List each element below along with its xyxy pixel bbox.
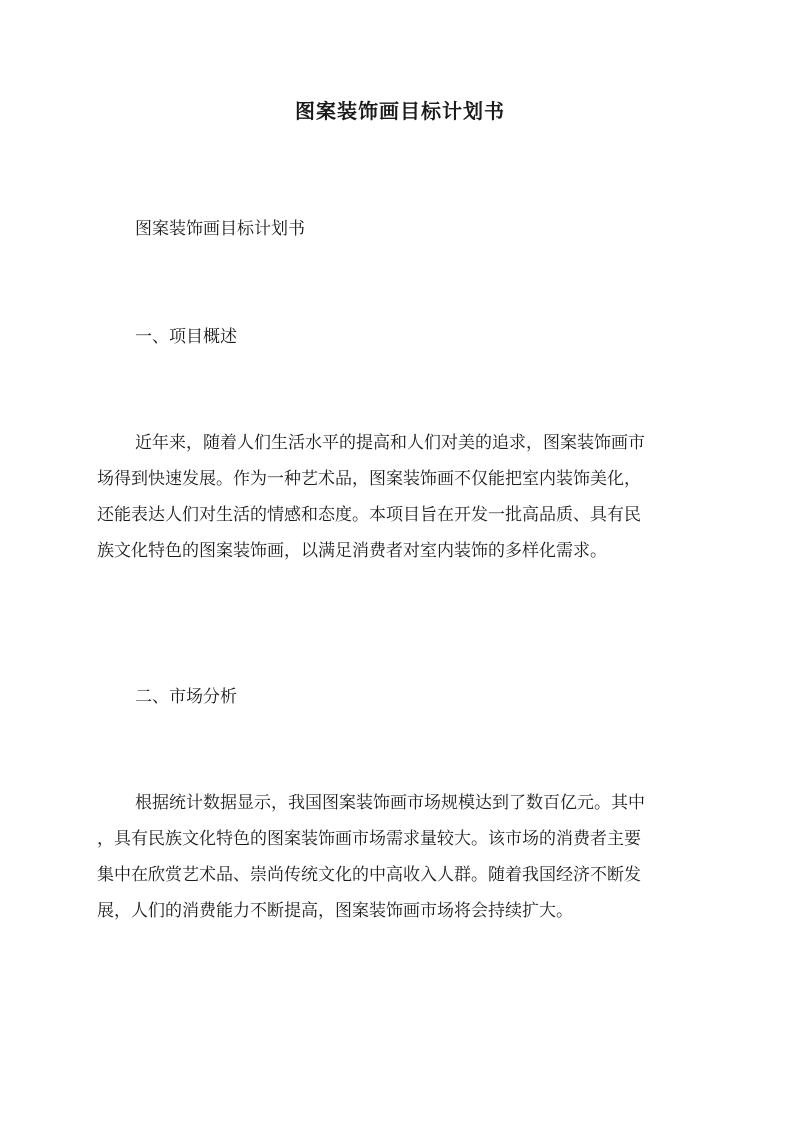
- document-title: 图案装饰画目标计划书: [295, 99, 505, 123]
- paragraph-line: ，具有民族文化特色的图案装饰画市场需求量较大。该市场的消费者主要: [97, 829, 641, 849]
- paragraph-market: [97, 792, 707, 936]
- document-subtitle: 图案装饰画目标计划书: [135, 219, 305, 239]
- paragraph-line: 场得到快速发展。作为一种艺术品，图案装饰画不仅能把室内装饰美化，: [97, 469, 641, 489]
- section-heading-overview: 一、项目概述: [135, 327, 237, 347]
- paragraph-line: 还能表达人们对生活的情感和态度。本项目旨在开发一批高品质、具有民: [97, 505, 641, 525]
- paragraph-overview: [97, 432, 707, 576]
- paragraph-line: 展，人们的消费能力不断提高，图案装饰画市场将会持续扩大。: [97, 901, 573, 921]
- paragraph-line: 根据统计数据显示，我国图案装饰画市场规模达到了数百亿元。其中: [135, 793, 645, 813]
- paragraph-line: 集中在欣赏艺术品、崇尚传统文化的中高收入人群。随着我国经济不断发: [97, 865, 641, 885]
- paragraph-line: 近年来，随着人们生活水平的提高和人们对美的追求，图案装饰画市: [135, 433, 645, 453]
- paragraph-line: 族文化特色的图案装饰画，以满足消费者对室内装饰的多样化需求。: [97, 541, 607, 561]
- section-heading-market: 二、市场分析: [135, 687, 237, 707]
